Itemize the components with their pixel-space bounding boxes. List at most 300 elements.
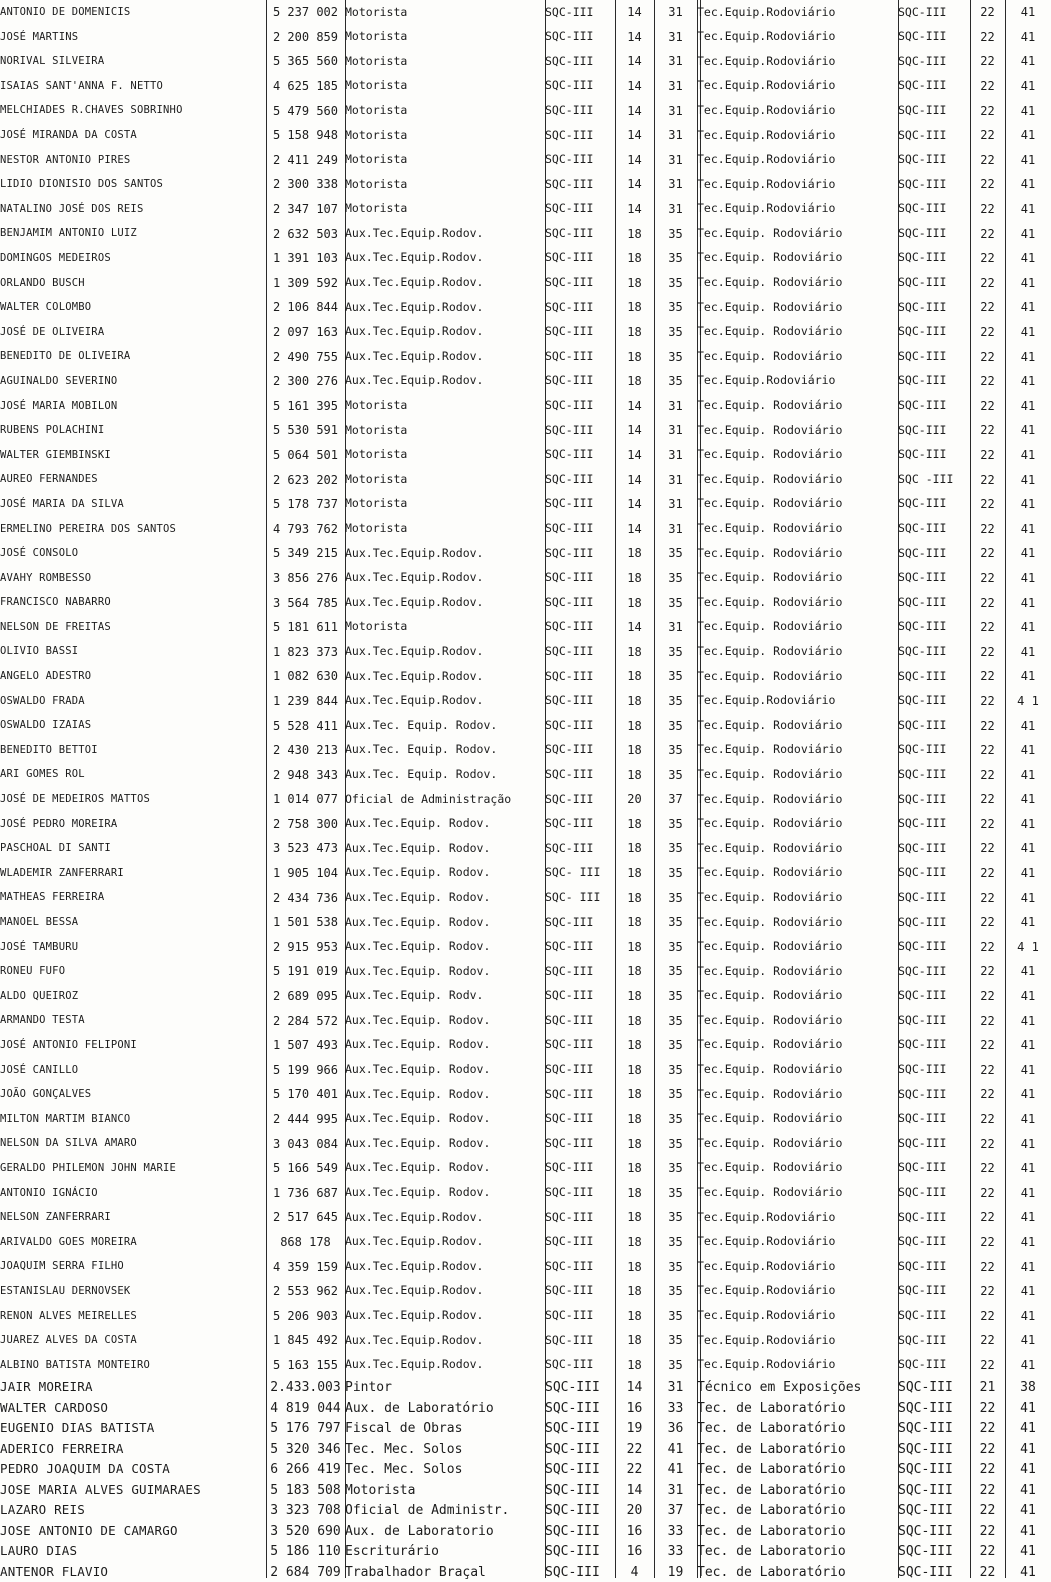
registration-number: 1 391 103 — [272, 251, 339, 266]
current-grade: SQC-III — [545, 693, 594, 708]
current-grade: SQC-III — [545, 1503, 600, 1518]
current-reference: 35 — [668, 1210, 683, 1225]
new-grade: SQC-III — [898, 742, 947, 757]
new-grade: SQC-III — [898, 1503, 953, 1518]
registration-number: 2 444 995 — [272, 1112, 339, 1127]
current-level: 16 — [626, 1523, 643, 1539]
new-grade: SQC-III — [898, 1400, 953, 1416]
current-grade: SQC-III — [545, 963, 594, 978]
registration-number: 1 082 630 — [272, 669, 339, 684]
new-reference: 41 — [1020, 1112, 1036, 1127]
new-reference: 41 — [1020, 497, 1036, 512]
employee-name: AGUINALDO SEVERINO — [0, 374, 118, 387]
table-row — [0, 74, 1051, 99]
employee-name: PASCHOAL DI SANTI — [0, 842, 111, 855]
new-grade: SQC-III — [898, 1234, 947, 1249]
current-reference: 35 — [668, 939, 683, 954]
current-grade: SQC-III — [545, 594, 594, 609]
new-level: 22 — [980, 1062, 995, 1077]
registration-number: 2 948 343 — [272, 767, 339, 782]
new-grade: SQC-III — [898, 398, 947, 413]
table-row — [0, 590, 1051, 615]
current-position: Motorista — [345, 398, 408, 413]
employee-name: MATHEAS FERREIRA — [0, 891, 105, 904]
registration-number: 3 043 084 — [272, 1136, 339, 1151]
registration-number: 3 520 690 — [270, 1523, 341, 1539]
current-reference: 31 — [668, 5, 683, 20]
employee-name: NELSON DA SILVA AMARO — [0, 1137, 137, 1150]
current-reference: 35 — [668, 300, 683, 315]
new-grade: SQC-III — [898, 1135, 947, 1150]
table-row — [0, 1254, 1051, 1279]
table-row — [0, 1303, 1051, 1328]
table-row — [0, 418, 1051, 443]
new-level: 22 — [980, 300, 995, 315]
new-level: 22 — [980, 103, 995, 118]
current-level: 14 — [627, 423, 642, 438]
new-level: 22 — [980, 964, 995, 979]
current-grade: SQC-III — [545, 102, 594, 117]
current-grade: SQC-III — [545, 1523, 600, 1539]
new-level: 22 — [979, 1544, 996, 1559]
current-grade: SQC-III — [545, 1160, 594, 1175]
current-level: 18 — [627, 866, 642, 881]
table-row — [0, 271, 1051, 296]
current-reference: 35 — [668, 1161, 683, 1176]
employee-name: WALTER COLOMBO — [0, 301, 92, 314]
new-reference: 41 — [1020, 1234, 1036, 1249]
current-level: 14 — [626, 1380, 643, 1395]
registration-number: 2 200 859 — [272, 29, 339, 44]
new-grade: SQC-III — [898, 348, 947, 363]
new-grade: SQC-III — [898, 717, 947, 732]
current-grade: SQC-III — [545, 53, 594, 68]
new-reference: 41 — [1020, 54, 1036, 69]
registration-number: 5 365 560 — [272, 54, 339, 69]
current-level: 18 — [627, 1259, 642, 1274]
current-level: 18 — [627, 1062, 642, 1077]
new-reference: 41 — [1020, 890, 1036, 905]
current-position: Trabalhador Braçal — [345, 1564, 486, 1580]
new-level: 22 — [980, 54, 995, 69]
new-position: Tec. de Laboratório — [697, 1564, 846, 1580]
new-position: Tec.Equip. Rodoviário — [697, 643, 843, 658]
registration-number: 2 517 645 — [272, 1210, 339, 1225]
new-reference: 41 — [1020, 128, 1036, 143]
current-position: Aux.Tec.Equip.Rodov. — [345, 594, 484, 609]
new-position: Tec.Equip. Rodoviário — [697, 496, 843, 511]
current-grade: SQC-III — [545, 1421, 600, 1436]
new-grade: SQC-III — [898, 791, 947, 806]
current-level: 14 — [627, 398, 642, 413]
registration-number: 2 430 213 — [272, 743, 339, 758]
current-position: Aux.Tec.Equip.Rodov. — [345, 1332, 484, 1347]
new-reference: 41 — [1020, 1038, 1036, 1053]
new-reference: 41 — [1020, 29, 1036, 44]
current-grade: SQC-III — [545, 1441, 600, 1457]
new-reference: 41 — [1020, 1013, 1036, 1028]
new-level: 22 — [979, 1482, 996, 1498]
new-position: Tec.Equip. Rodoviário — [697, 766, 843, 781]
table-row — [0, 1353, 1051, 1378]
new-grade: SQC-III — [898, 152, 947, 167]
new-position: Tec.Equip. Rodoviário — [697, 1086, 843, 1101]
new-position: Tec.Equip. Rodoviário — [697, 324, 843, 339]
current-grade: SQC-III — [545, 1400, 600, 1416]
new-position: Tec.Equip. Rodoviário — [697, 422, 843, 437]
new-grade: SQC-III — [898, 570, 947, 585]
new-reference: 41 — [1020, 1421, 1036, 1436]
employee-name: BENJAMIM ANTONIO LUIZ — [0, 227, 137, 240]
current-reference: 35 — [668, 718, 683, 733]
new-grade: SQC-III — [898, 496, 947, 511]
current-reference: 35 — [668, 841, 683, 856]
new-reference: 41 — [1020, 447, 1036, 462]
table-row — [0, 1205, 1051, 1230]
current-grade: SQC-III — [545, 1482, 600, 1498]
current-reference: 33 — [667, 1523, 684, 1539]
current-reference: 33 — [667, 1544, 684, 1559]
current-position: Aux.Tec.Equip. Rodov. — [345, 1012, 491, 1027]
current-grade: SQC-III — [545, 939, 594, 954]
new-position: Tec. de Laboratório — [697, 1482, 846, 1498]
current-level: 18 — [627, 1136, 642, 1151]
new-grade: SQC-III — [898, 693, 947, 708]
registration-number: 2 632 503 — [272, 226, 339, 241]
current-grade: SQC-III — [545, 521, 594, 536]
current-level: 18 — [627, 1333, 642, 1348]
new-grade: SQC-III — [898, 53, 947, 68]
current-reference: 33 — [667, 1400, 684, 1416]
current-grade: SQC-III — [545, 988, 594, 1003]
new-level: 22 — [980, 521, 995, 536]
current-grade: SQC-III — [545, 1462, 600, 1477]
new-level: 22 — [980, 620, 995, 635]
new-grade: SQC-III — [898, 1421, 953, 1436]
employee-name: JOSÉ CANILLO — [0, 1063, 79, 1076]
current-position: Tec. Mec. Solos — [345, 1441, 463, 1457]
current-level: 18 — [627, 767, 642, 782]
current-position: Motorista — [345, 447, 408, 462]
employee-name: LAZARO REIS — [0, 1502, 85, 1518]
new-grade: SQC-III — [898, 1462, 953, 1477]
current-level: 18 — [627, 669, 642, 684]
current-level: 18 — [627, 226, 642, 241]
current-level: 18 — [627, 595, 642, 610]
registration-number: 1 507 493 — [272, 1038, 339, 1053]
new-reference: 41 — [1020, 103, 1036, 118]
new-reference: 41 — [1020, 5, 1036, 20]
employee-name: NELSON DE FREITAS — [0, 620, 111, 633]
current-level: 18 — [627, 1087, 642, 1102]
current-position: Motorista — [345, 78, 408, 93]
current-position: Aux.Tec.Equip.Rodov. — [345, 1234, 484, 1249]
new-reference: 41 — [1020, 1482, 1036, 1498]
new-reference: 41 — [1020, 915, 1036, 930]
registration-number: 5 181 611 — [272, 620, 339, 635]
new-grade: SQC-III — [898, 447, 947, 462]
current-position: Aux.Tec.Equip. Rodv. — [345, 988, 484, 1003]
table-row — [0, 1082, 1051, 1107]
current-reference: 31 — [668, 79, 683, 94]
new-level: 22 — [980, 226, 995, 241]
new-level: 22 — [980, 275, 995, 290]
current-level: 18 — [627, 546, 642, 561]
table-row — [0, 836, 1051, 861]
current-reference: 31 — [668, 620, 683, 635]
current-reference: 31 — [668, 103, 683, 118]
current-grade: SQC-III — [545, 570, 594, 585]
registration-number: 1 309 592 — [272, 275, 339, 290]
current-grade: SQC-III — [545, 348, 594, 363]
current-position: Aux.Tec.Equip. Rodov. — [345, 939, 491, 954]
current-level: 18 — [627, 1185, 642, 1200]
new-grade: SQC-III — [898, 766, 947, 781]
current-position: Oficial de Administração — [345, 791, 512, 806]
current-reference: 31 — [668, 152, 683, 167]
new-grade: SQC-III — [898, 1086, 947, 1101]
new-level: 22 — [980, 1234, 995, 1249]
current-reference: 35 — [668, 1234, 683, 1249]
current-grade: SQC-III — [545, 422, 594, 437]
new-reference: 41 — [1020, 1259, 1036, 1274]
current-reference: 35 — [668, 1357, 683, 1372]
current-grade: SQC-III — [545, 1037, 594, 1052]
new-position: Tec.Equip.Rodoviário — [697, 1357, 836, 1372]
registration-number: 3 323 708 — [270, 1503, 341, 1518]
employee-name: OSWALDO FRADA — [0, 694, 85, 707]
table-row — [0, 1439, 1051, 1460]
table-row — [0, 1131, 1051, 1156]
table-row — [0, 1541, 1051, 1562]
new-level: 22 — [979, 1503, 996, 1518]
current-grade: SQC-III — [545, 201, 594, 216]
table-row — [0, 516, 1051, 541]
current-reference: 31 — [668, 447, 683, 462]
employee-name: RONEU FUFO — [0, 965, 66, 978]
current-position: Aux.Tec.Equip. Rodov. — [345, 1111, 491, 1126]
current-reference: 31 — [668, 472, 683, 487]
new-grade: SQC-III — [898, 668, 947, 683]
new-reference: 38 — [1020, 1380, 1036, 1395]
new-grade: SQC-III — [898, 1209, 947, 1224]
employee-name: ANTONIO IGNÁCIO — [0, 1186, 98, 1199]
current-grade: SQC-III — [545, 619, 594, 634]
current-level: 18 — [627, 1308, 642, 1323]
current-position: Motorista — [345, 102, 408, 117]
current-reference: 35 — [668, 226, 683, 241]
registration-number: 1 823 373 — [272, 644, 339, 659]
current-grade: SQC-III — [545, 496, 594, 511]
table-row — [0, 246, 1051, 271]
current-position: Aux.Tec. Equip. Rodov. — [345, 742, 498, 757]
table-row — [0, 1156, 1051, 1181]
employee-name: BENEDITO BETTOI — [0, 743, 98, 756]
employee-name: JOSÉ MARIA MOBILON — [0, 399, 118, 412]
new-reference: 41 — [1020, 300, 1036, 315]
new-position: Tec.Equip. Rodoviário — [697, 816, 843, 831]
table-row — [0, 443, 1051, 468]
current-reference: 35 — [668, 693, 683, 708]
new-position: Tec. de Laboratório — [697, 1441, 846, 1457]
new-level: 22 — [980, 128, 995, 143]
current-grade: SQC-III — [545, 4, 594, 19]
current-grade: SQC-III — [545, 914, 594, 929]
current-reference: 35 — [668, 767, 683, 782]
table-row — [0, 1279, 1051, 1304]
new-level: 22 — [980, 890, 995, 905]
table-row — [0, 492, 1051, 517]
new-reference: 41 — [1020, 521, 1036, 536]
current-reference: 19 — [667, 1564, 684, 1580]
current-grade: SQC-III — [545, 1380, 600, 1395]
current-grade: SQC-III — [545, 816, 594, 831]
new-position: Tec.Equip. Rodoviário — [697, 914, 843, 929]
new-reference: 41 — [1020, 669, 1036, 684]
new-position: Tec.Equip. Rodoviário — [697, 963, 843, 978]
new-level: 22 — [980, 5, 995, 20]
current-reference: 31 — [667, 1380, 684, 1395]
table-row — [0, 738, 1051, 763]
table-row — [0, 25, 1051, 50]
new-level: 22 — [980, 374, 995, 389]
new-position: Tec.Equip.Rodoviário — [697, 29, 836, 44]
new-level: 22 — [979, 1523, 996, 1539]
current-grade: SQC-III — [545, 742, 594, 757]
new-level: 22 — [980, 1038, 995, 1053]
new-level: 22 — [980, 1013, 995, 1028]
registration-number: 5 178 737 — [272, 497, 339, 512]
new-position: Tec.Equip.Rodoviário — [697, 201, 836, 216]
new-grade: SQC-III — [898, 619, 947, 634]
registration-number: 2 300 276 — [272, 374, 339, 389]
table-row — [0, 49, 1051, 74]
current-position: Aux.Tec.Equip.Rodov. — [345, 275, 484, 290]
current-reference: 35 — [668, 1038, 683, 1053]
table-row — [0, 1107, 1051, 1132]
new-position: Tec.Equip.Rodoviário — [697, 4, 836, 19]
current-grade: SQC-III — [545, 717, 594, 732]
new-grade: SQC-III — [898, 1308, 947, 1323]
table-row — [0, 689, 1051, 714]
new-position: Tec.Equip.Rodoviário — [697, 152, 836, 167]
current-position: Aux.Tec.Equip. Rodov. — [345, 1185, 491, 1200]
new-position: Tec.Equip.Rodoviário — [697, 53, 836, 68]
new-level: 22 — [980, 841, 995, 856]
current-reference: 35 — [668, 1136, 683, 1151]
new-position: Tec.Equip. Rodoviário — [697, 619, 843, 634]
current-grade: SQC-III — [545, 1111, 594, 1126]
current-position: Motorista — [345, 176, 408, 191]
current-reference: 31 — [668, 177, 683, 192]
employee-name: ALBINO BATISTA MONTEIRO — [0, 1358, 150, 1371]
current-reference: 37 — [668, 792, 683, 807]
employee-name: JOSÉ DE OLIVEIRA — [0, 325, 105, 338]
current-grade: SQC-III — [545, 225, 594, 240]
current-grade: SQC-III — [545, 127, 594, 142]
table-row — [0, 935, 1051, 960]
new-reference: 41 — [1020, 1210, 1036, 1225]
new-position: Tec.Equip. Rodoviário — [697, 545, 843, 560]
new-reference: 41 — [1020, 718, 1036, 733]
new-grade: SQC-III — [898, 373, 947, 388]
current-level: 18 — [627, 1112, 642, 1127]
new-level: 22 — [980, 718, 995, 733]
current-reference: 31 — [668, 398, 683, 413]
new-grade: SQC-III — [898, 299, 947, 314]
current-position: Tec. Mec. Solos — [345, 1462, 463, 1477]
current-reference: 35 — [668, 374, 683, 389]
current-reference: 31 — [668, 497, 683, 512]
registration-number: 5 163 155 — [272, 1357, 339, 1372]
new-grade: SQC-III — [898, 1258, 947, 1273]
new-reference: 41 — [1020, 226, 1036, 241]
current-reference: 35 — [668, 1284, 683, 1299]
current-grade: SQC-III — [545, 1332, 594, 1347]
new-position: Tec.Equip. Rodoviário — [697, 939, 843, 954]
registration-number: 5 530 591 — [272, 423, 339, 438]
new-reference: 41 — [1020, 1087, 1036, 1102]
new-position: Tec.Equip. Rodoviário — [697, 1111, 843, 1126]
employee-name: FRANCISCO NABARRO — [0, 596, 111, 609]
new-grade: SQC-III — [898, 225, 947, 240]
new-level: 22 — [979, 1441, 996, 1457]
table-row — [0, 197, 1051, 222]
current-grade: SQC-III — [545, 766, 594, 781]
new-grade: SQC-III — [898, 914, 947, 929]
current-position: Aux.Tec.Equip.Rodov. — [345, 348, 484, 363]
current-position: Aux.Tec.Equip. Rodov. — [345, 1037, 491, 1052]
new-position: Tec.Equip.Rodoviário — [697, 78, 836, 93]
new-level: 22 — [980, 1210, 995, 1225]
new-position: Tec.Equip. Rodoviário — [697, 988, 843, 1003]
current-position: Motorista — [345, 127, 408, 142]
current-level: 22 — [626, 1462, 643, 1477]
current-reference: 35 — [668, 1062, 683, 1077]
new-reference: 4 1 — [1017, 939, 1039, 954]
new-grade: SQC-III — [898, 594, 947, 609]
new-grade: SQC-III — [898, 1564, 953, 1580]
new-level: 22 — [980, 1185, 995, 1200]
new-level: 22 — [980, 989, 995, 1004]
new-position: Tec.Equip. Rodoviário — [697, 840, 843, 855]
current-reference: 35 — [668, 1112, 683, 1127]
current-position: Aux.Tec. Equip. Rodov. — [345, 766, 498, 781]
table-row — [0, 566, 1051, 591]
new-position: Tec.Equip. Rodoviário — [697, 521, 843, 536]
registration-number: 5 158 948 — [272, 128, 339, 143]
new-grade: SQC-III — [898, 127, 947, 142]
current-reference: 35 — [668, 644, 683, 659]
current-reference: 31 — [668, 54, 683, 69]
new-position: Técnico em Exposições — [697, 1380, 862, 1395]
registration-number: 1 845 492 — [272, 1333, 339, 1348]
table-row — [0, 1480, 1051, 1501]
new-position: Tec.Equip.Rodoviário — [697, 693, 836, 708]
new-position: Tec.Equip. Rodoviário — [697, 1135, 843, 1150]
new-reference: 41 — [1020, 743, 1036, 758]
registration-number: 5 199 966 — [272, 1062, 339, 1077]
new-reference: 41 — [1020, 841, 1036, 856]
registration-number: 5 176 797 — [270, 1421, 341, 1436]
new-grade: SQC-III — [898, 422, 947, 437]
current-reference: 37 — [667, 1503, 684, 1518]
current-reference: 31 — [668, 29, 683, 44]
current-position: Aux.Tec.Equip.Rodov. — [345, 225, 484, 240]
current-reference: 31 — [668, 202, 683, 217]
registration-number: 5 166 549 — [272, 1161, 339, 1176]
new-position: Tec.Equip. Rodoviário — [697, 398, 843, 413]
